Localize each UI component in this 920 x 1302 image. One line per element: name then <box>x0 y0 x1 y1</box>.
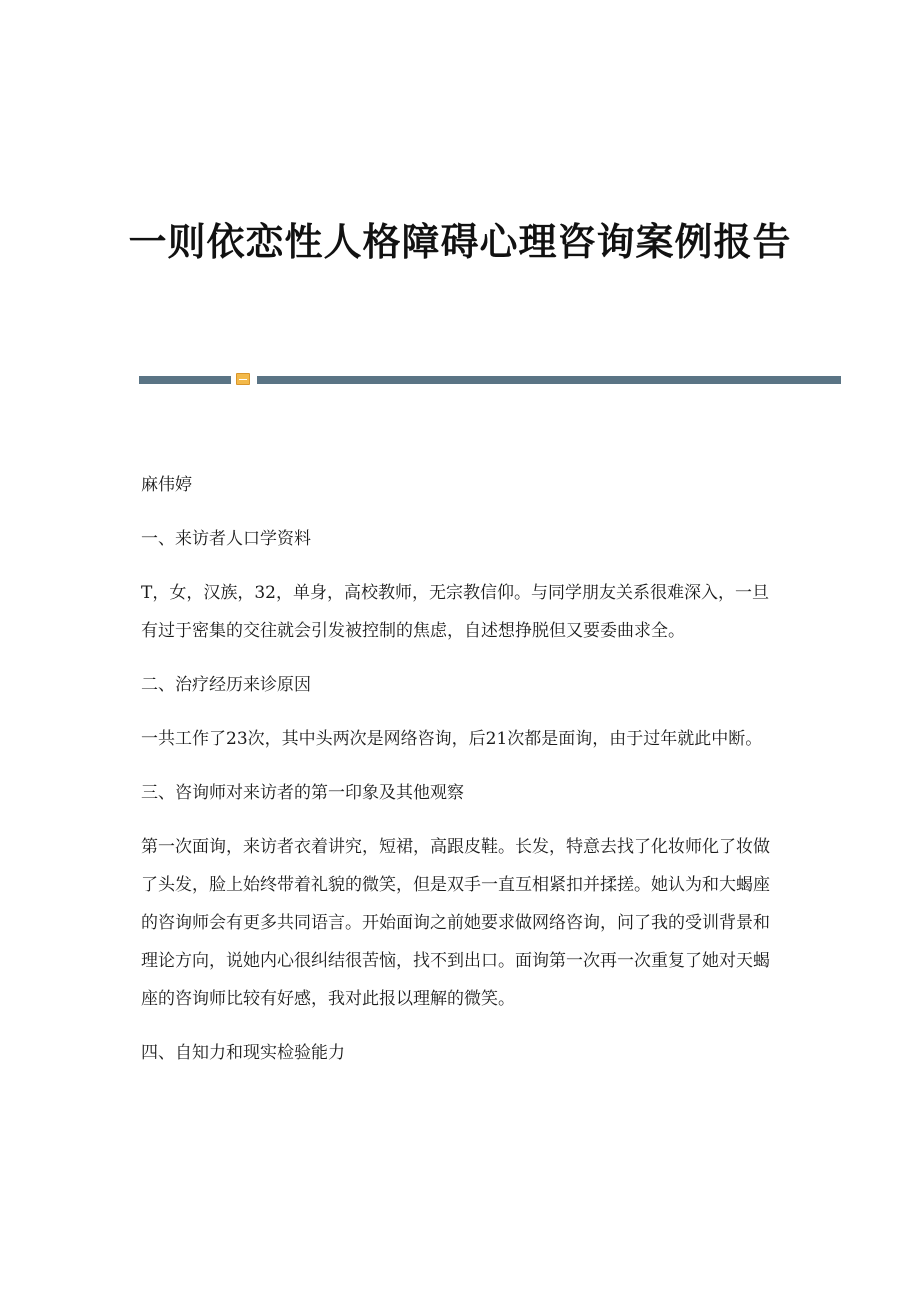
section-heading: 三、咨询师对来访者的第一印象及其他观察 <box>141 783 464 803</box>
divider-bar-right <box>257 376 841 384</box>
section-paragraph: 一共工作了23次，其中头两次是网络咨询，后21次都是面询，由于过年就此中断。 <box>141 729 763 749</box>
divider-bar-left <box>139 376 231 384</box>
section-paragraph: 第一次面询，来访者衣着讲究，短裙，高跟皮鞋。长发，特意去找了化妆师化了妆做了头发，脸上始终带着礼貌的微笑，但是双手一直互相紧扣并揉搓。她认为和大蝎座的咨询师会有更多共同语言。开始面询之前她要求做网络咨询，问了我的受训背景和理论方向，说她内心很纠结很苦恼，找不到出口。面询第一次再一次重复了她对天蝎座的咨询师比较有好感，我对此报以理解的微笑。 <box>141 837 770 1009</box>
document-body <box>141 466 781 1088</box>
page-title: 一则依恋性人格障碍心理咨询案例报告 <box>128 220 792 264</box>
section-heading: 四、自知力和现实检验能力 <box>141 1043 345 1063</box>
section-heading: 二、治疗经历来诊原因 <box>141 675 311 695</box>
author-name: 麻伟婷 <box>141 475 192 495</box>
section-heading: 一、来访者人口学资料 <box>141 529 311 549</box>
title-divider <box>139 372 841 388</box>
section-paragraph: T，女，汉族，32，单身，高校教师，无宗教信仰。与同学朋友关系很难深入，一旦有过于密集的交往就会引发被控制的焦虑，自述想挣脱但又要委曲求全。 <box>141 583 769 641</box>
divider-ornament-icon <box>236 373 250 385</box>
